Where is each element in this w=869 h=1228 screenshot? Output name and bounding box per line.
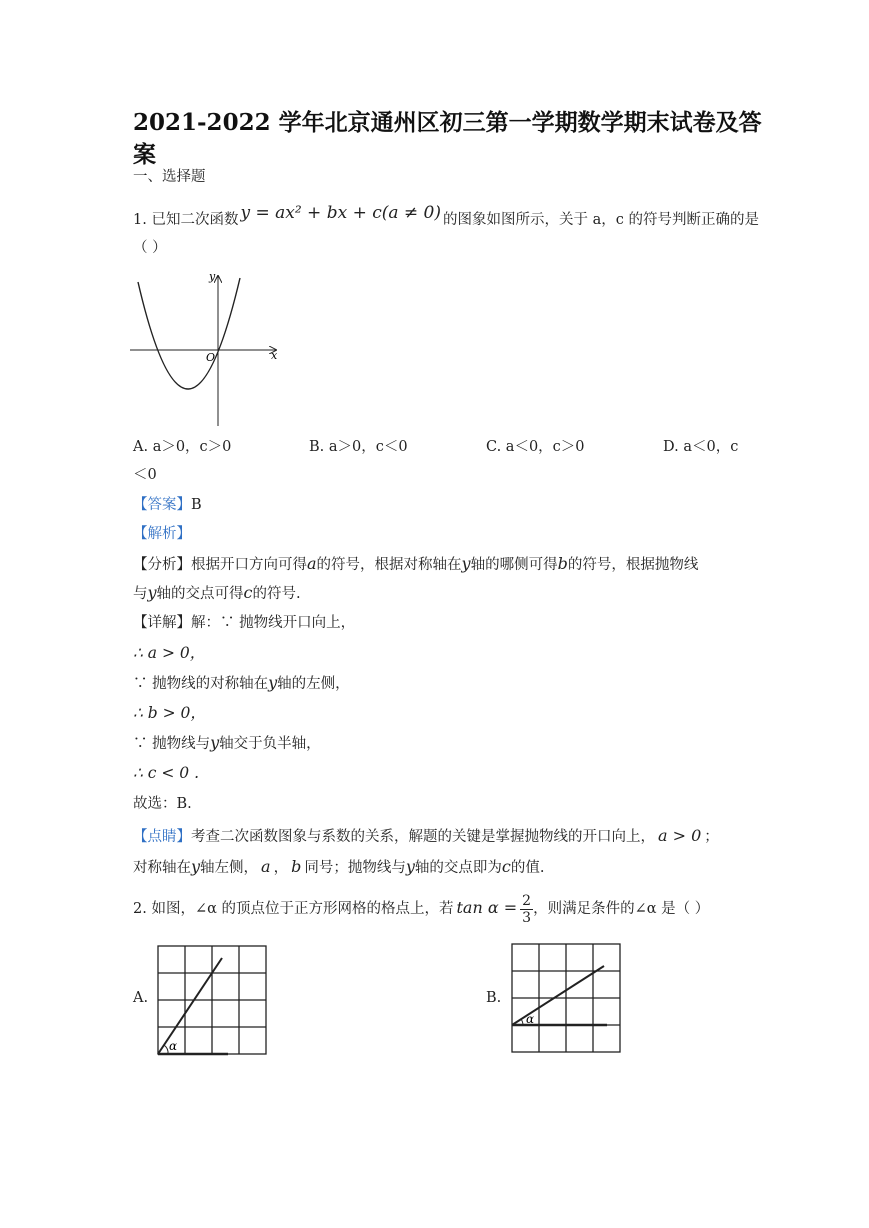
question-1-prefix: 1. 已知二次函数 — [133, 212, 239, 228]
answer-value: B — [191, 497, 202, 513]
alpha-label: α — [526, 1012, 535, 1026]
step-a: ∴ a > 0， — [133, 644, 206, 662]
q2-option-b-label: B. — [486, 990, 502, 1006]
section-heading: 一、选择题 — [133, 169, 206, 185]
dianjing-text: 考查二次函数图象与系数的关系，解题的关键是掌握抛物线的开口向上， — [191, 829, 655, 845]
var-y: y — [147, 583, 157, 602]
dianjing-text: ， — [273, 860, 289, 876]
fraction-numerator: 2 — [522, 892, 532, 909]
grid-figure-a — [156, 944, 270, 1058]
alpha-label: α — [169, 1039, 178, 1053]
question-1-stem — [133, 203, 759, 230]
q2-option-a-label: A. — [133, 990, 149, 1006]
dianjing-tag: 【点睛】 — [133, 829, 191, 845]
step-3 — [133, 733, 321, 754]
var-c: c — [243, 583, 253, 602]
x-axis-label: x — [271, 349, 278, 362]
var-b: b — [557, 554, 568, 573]
parabola-graph — [128, 268, 283, 430]
fenxi-text: 的符号，根据对称轴在 — [316, 557, 462, 573]
page-title: 2021-2022 学年北京通州区初三第一学期数学期末试卷及答 — [133, 109, 762, 136]
option-c: C. a＜0，c＞0 — [486, 439, 585, 455]
var-c: c — [501, 857, 511, 876]
step-c: ∴ c < 0 . — [133, 764, 200, 782]
dianjing-line-2 — [133, 857, 544, 878]
fenxi-text: 与 — [133, 586, 148, 602]
fraction-denominator: 3 — [522, 909, 532, 926]
option-d: D. a＜0，c — [663, 439, 739, 455]
question-1-formula: y = ax² + bx + c(a ≠ 0) — [240, 203, 442, 223]
var-b: b — [291, 857, 302, 876]
option-d-continued: ＜0 — [133, 467, 157, 483]
dianjing-text: ； — [704, 829, 719, 845]
fenxi-text: 轴的交点可得 — [156, 586, 244, 602]
option-a: A. a＞0，c＞0 — [133, 439, 232, 455]
xiangjie-tag: 【详解】 — [133, 615, 191, 631]
origin-label: O — [206, 351, 216, 364]
dianjing-line-1 — [133, 826, 719, 847]
angle-arc — [164, 1045, 168, 1054]
dianjing-text: 同号；抛物线与 — [304, 860, 406, 876]
dianjing-text: 轴左侧， — [200, 860, 259, 876]
tan-expression: tan α = — [456, 898, 518, 917]
var-y: y — [405, 857, 415, 876]
question-2-prefix: 2. 如图，∠α 的顶点位于正方形网格的格点上，若 — [133, 901, 454, 917]
question-1-paren: （ ） — [133, 240, 167, 256]
fenxi-text: 轴的哪侧可得 — [470, 557, 558, 573]
fenxi-text: 根据开口方向可得 — [191, 557, 307, 573]
var-y: y — [461, 554, 471, 573]
answer-tag: 【答案】 — [133, 497, 191, 513]
fenxi-line-1 — [133, 554, 698, 575]
grid-figure-b — [510, 942, 624, 1056]
var-a: a — [307, 554, 317, 573]
dianjing-text: 对称轴在 — [133, 860, 191, 876]
var-y: y — [210, 733, 220, 752]
var-y: y — [191, 857, 201, 876]
page-title-continued: 案 — [133, 141, 156, 168]
parabola-curve — [138, 278, 240, 389]
fenxi-tag: 【分析】 — [133, 557, 191, 573]
step-text: 轴的左侧， — [277, 676, 350, 692]
step-text: ∵ 抛物线的对称轴在 — [133, 676, 269, 692]
step-b: ∴ b > 0， — [133, 704, 206, 722]
analysis-tag: 【解析】 — [133, 526, 191, 542]
answer-line — [133, 495, 202, 515]
question-1-suffix: 的图象如图所示，关于 a，c 的符号判断正确的是 — [443, 212, 759, 228]
step-text: 轴交于负半轴， — [219, 736, 321, 752]
step-2 — [133, 673, 350, 694]
fenxi-line-2 — [133, 583, 301, 604]
question-2-stem — [133, 888, 709, 929]
question-2-suffix: ，则满足条件的∠α 是（ ） — [533, 901, 710, 917]
fenxi-text: 的符号，根据抛物线 — [567, 557, 699, 573]
dianjing-text: 轴的交点即为 — [414, 860, 502, 876]
dianjing-math: a > 0 — [658, 826, 702, 845]
step-text: ∵ 抛物线与 — [133, 736, 211, 752]
var-y: y — [268, 673, 278, 692]
fenxi-text: 的符号. — [252, 586, 301, 602]
fraction-two-thirds — [520, 893, 533, 926]
y-axis-label: y — [209, 270, 216, 283]
xiangjie-line-1 — [133, 613, 355, 633]
dianjing-text: 的值. — [510, 860, 545, 876]
var-a: a — [261, 857, 271, 876]
final-choice: 故选：B. — [133, 796, 192, 812]
xiangjie-text: 解：∵ 抛物线开口向上， — [191, 615, 356, 631]
option-b: B. a＞0，c＜0 — [309, 439, 408, 455]
